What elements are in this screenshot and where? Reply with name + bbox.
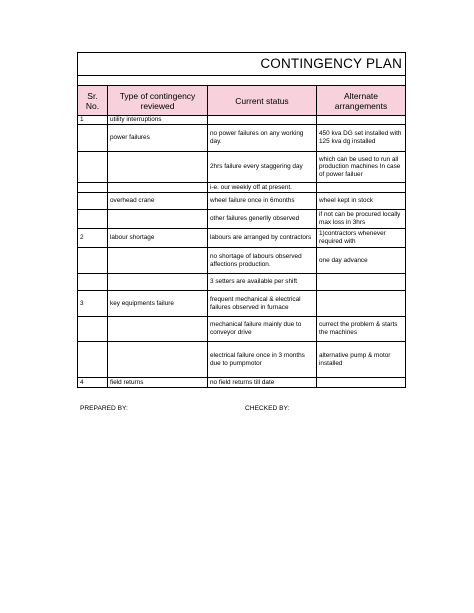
table-row <box>78 291 406 317</box>
header-sr: Sr. No. <box>78 86 108 116</box>
cell-sr <box>78 193 108 210</box>
cell-alt: one day advance <box>317 248 406 274</box>
table-row <box>78 125 406 152</box>
cell-status: no field returns till date <box>208 378 317 388</box>
cell-sr <box>78 317 108 342</box>
cell-sr <box>78 274 108 291</box>
cell-status: 2hrs failure every staggering day <box>208 152 317 183</box>
cell-type <box>108 183 208 193</box>
header-type: Type of contingency reviewed <box>108 86 208 116</box>
table-row <box>78 378 406 388</box>
cell-alt <box>317 291 406 317</box>
header-status: Current status <box>208 86 317 116</box>
cell-status: 3 setters are available per shift <box>208 274 317 291</box>
header-row <box>78 86 406 116</box>
cell-status: frequent mechanical & electrical failures observed in furnace <box>208 291 317 317</box>
cell-sr <box>78 152 108 183</box>
cell-type: key equipments failure <box>108 291 208 317</box>
cell-alt <box>317 378 406 388</box>
table-row <box>78 248 406 274</box>
cell-type <box>108 152 208 183</box>
cell-status: labours are arranged by contractors <box>208 229 317 248</box>
table-row <box>78 116 406 125</box>
prepared-by-label: PREPARED BY: <box>80 405 128 412</box>
table-row <box>78 183 406 193</box>
cell-type: labour shortage <box>108 229 208 248</box>
cell-sr: 2 <box>78 229 108 248</box>
cell-type <box>108 317 208 342</box>
table-row <box>78 210 406 229</box>
cell-alt: currect the problem & starts the machines <box>317 317 406 342</box>
cell-status <box>208 116 317 125</box>
table-row <box>78 274 406 291</box>
table-row <box>78 193 406 210</box>
table-row <box>78 342 406 378</box>
cell-alt <box>317 116 406 125</box>
cell-alt: 1)contractors whenever required with <box>317 229 406 248</box>
cell-status: electrical failure once in 3 months due to pumpmotor <box>208 342 317 378</box>
cell-sr: 3 <box>78 291 108 317</box>
cell-type <box>108 210 208 229</box>
cell-type: power failures <box>108 125 208 152</box>
contingency-table <box>77 52 406 388</box>
table-row <box>78 229 406 248</box>
cell-type <box>108 274 208 291</box>
cell-sr <box>78 125 108 152</box>
cell-type: field returns <box>108 378 208 388</box>
cell-type: utility interruptions <box>108 116 208 125</box>
cell-status: no power failures on any working day. <box>208 125 317 152</box>
cell-sr <box>78 210 108 229</box>
cell-alt: if not can be procured locally max loss in 3hrs <box>317 210 406 229</box>
table-row <box>78 317 406 342</box>
cell-type <box>108 342 208 378</box>
cell-sr <box>78 342 108 378</box>
cell-status: other failures generlly observed <box>208 210 317 229</box>
cell-alt: wheel kept in stock <box>317 193 406 210</box>
cell-status: wheel failure once in 6months <box>208 193 317 210</box>
cell-sr <box>78 248 108 274</box>
cell-status: no shortage of labours observed affections production. <box>208 248 317 274</box>
cell-sr <box>78 183 108 193</box>
title-row <box>78 53 406 76</box>
spacer-row <box>78 76 406 86</box>
cell-status: i-e. our weekly off at present. <box>208 183 317 193</box>
cell-alt <box>317 183 406 193</box>
cell-alt: which can be used to run all production machines In case of power failuer <box>317 152 406 183</box>
cell-alt: 450 kva DG set installed with 125 kva dg installed <box>317 125 406 152</box>
cell-sr: 4 <box>78 378 108 388</box>
contingency-plan-sheet <box>77 52 405 388</box>
cell-alt: alternative pump & motor installed <box>317 342 406 378</box>
cell-status: mechanical failure mainly due to conveyor drive <box>208 317 317 342</box>
header-alternate: Alternate arrangements <box>317 86 406 116</box>
page-title: CONTINGENCY PLAN <box>78 53 406 76</box>
cell-type <box>108 248 208 274</box>
cell-alt <box>317 274 406 291</box>
cell-sr: 1 <box>78 116 108 125</box>
checked-by-label: CHECKED BY: <box>245 405 290 412</box>
cell-type: overhead crane <box>108 193 208 210</box>
table-row <box>78 152 406 183</box>
